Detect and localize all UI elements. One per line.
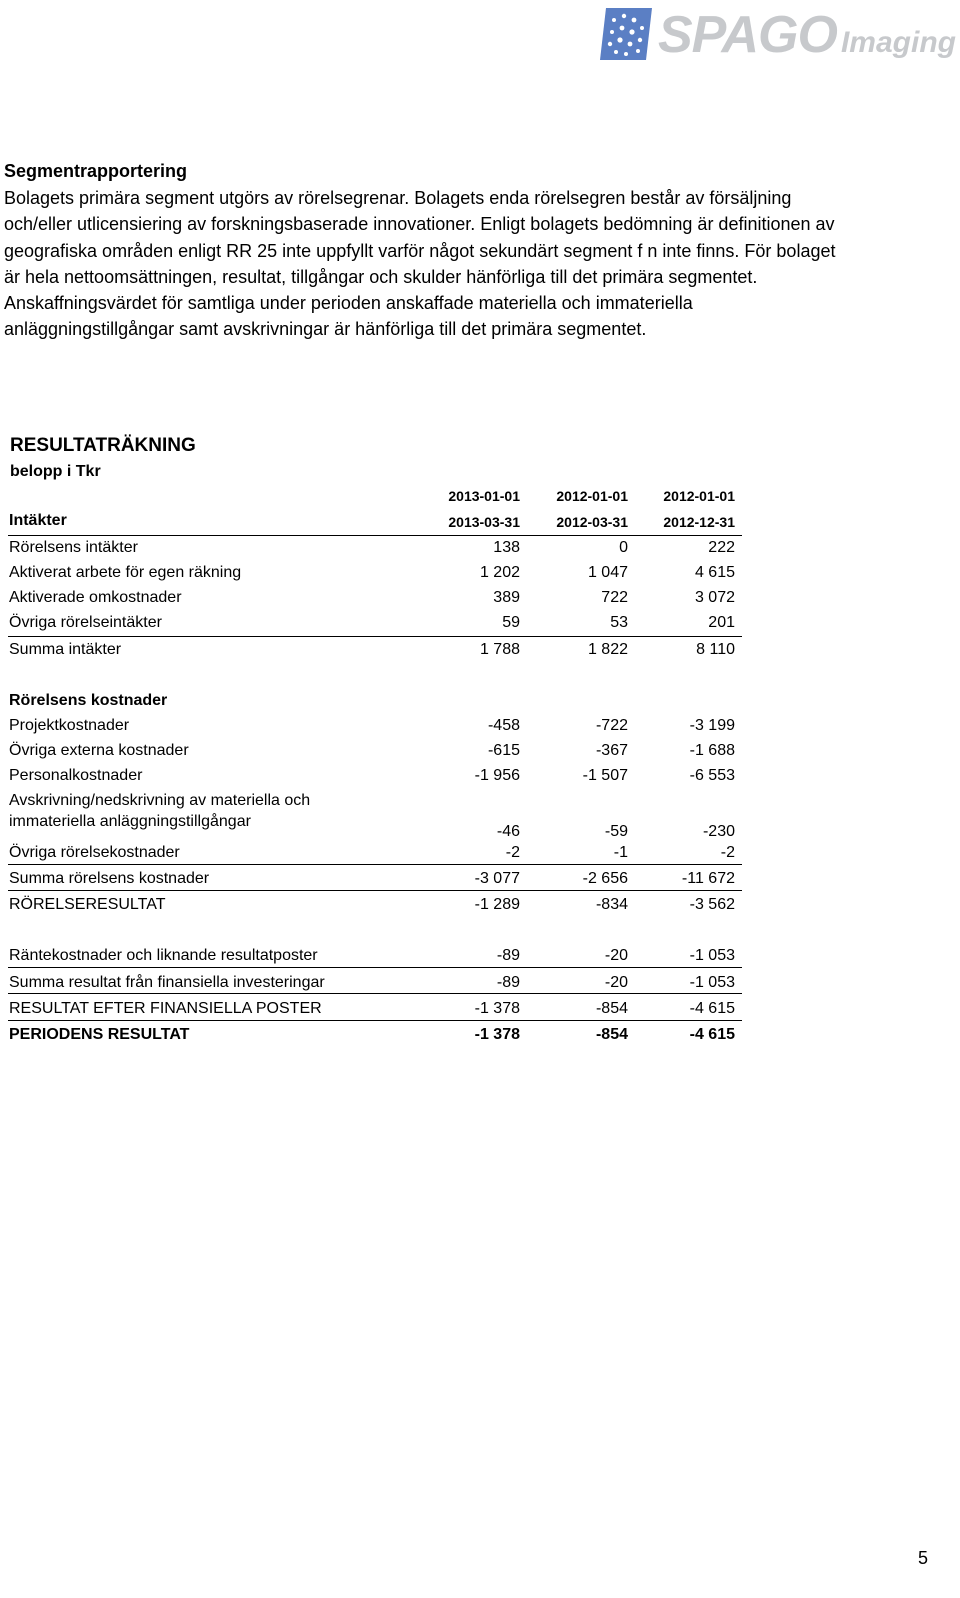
row-label: Rörelsens intäkter xyxy=(9,539,138,556)
table-divider xyxy=(8,636,742,637)
row-value: -1 378 xyxy=(474,1000,520,1017)
table-row xyxy=(8,608,742,632)
period-to: 2012-12-31 xyxy=(663,514,735,530)
row-label: immateriella anläggningstillgångar xyxy=(9,813,251,830)
table-divider xyxy=(8,890,742,891)
period-from: 2013-01-01 xyxy=(448,488,520,504)
row-value: -2 xyxy=(505,844,520,861)
row-value: -230 xyxy=(702,823,735,840)
table-row-total xyxy=(8,994,742,1018)
row-value: -20 xyxy=(604,974,628,991)
table-divider xyxy=(8,967,742,968)
row-value: -3 077 xyxy=(474,870,520,887)
row-label: Summa rörelsens kostnader xyxy=(9,870,210,887)
intakter-label: Intäkter xyxy=(9,512,67,529)
income-statement-unit: belopp i Tkr xyxy=(10,463,101,480)
table-divider xyxy=(8,993,742,994)
row-value: -89 xyxy=(496,947,520,964)
row-value: 0 xyxy=(619,539,628,556)
row-value: 1 047 xyxy=(587,564,628,581)
table-divider xyxy=(8,535,742,536)
table-row-total xyxy=(8,968,742,992)
segment-heading: Segmentrapportering xyxy=(4,161,188,181)
row-value: -458 xyxy=(487,717,520,734)
income-statement-title: RESULTATRÄKNING xyxy=(10,435,196,456)
row-value: 59 xyxy=(502,614,520,631)
table-divider xyxy=(8,864,742,865)
row-value: -2 xyxy=(720,844,735,861)
table-row xyxy=(8,711,742,735)
section-heading-row xyxy=(8,686,742,710)
costs-heading: Rörelsens kostnader xyxy=(9,692,168,709)
row-value: -834 xyxy=(595,896,628,913)
row-value: -1 378 xyxy=(474,1026,520,1043)
row-value: 53 xyxy=(610,614,628,631)
row-value: -4 615 xyxy=(689,1026,735,1043)
row-label: Övriga rörelsekostnader xyxy=(9,844,180,861)
row-value: 722 xyxy=(601,589,628,606)
row-value: -367 xyxy=(595,742,628,759)
row-value: -1 507 xyxy=(582,767,628,784)
row-value: -4 615 xyxy=(689,1000,735,1017)
row-value: -1 688 xyxy=(689,742,735,759)
row-value: -1 053 xyxy=(689,947,735,964)
row-value: 222 xyxy=(708,539,735,556)
table-row xyxy=(8,761,742,785)
row-label: RESULTAT EFTER FINANSIELLA POSTER xyxy=(9,1000,322,1017)
row-value: 201 xyxy=(708,614,735,631)
table-row-total xyxy=(8,890,742,914)
period-to-row xyxy=(8,506,742,530)
row-value: -1 289 xyxy=(474,896,520,913)
table-row xyxy=(8,558,742,582)
segment-line: Anskaffningsvärdet för samtliga under perioden anskaffade materiella och immateriella xyxy=(4,293,693,314)
table-row-total xyxy=(8,864,742,888)
segment-line: är hela nettoomsättningen, resultat, tillgångar och skulder hänförliga till det primära segmentet. xyxy=(4,266,758,287)
table-row-total xyxy=(8,635,742,659)
table-row-result xyxy=(8,1020,742,1044)
row-label: Aktiverat arbete för egen räkning xyxy=(9,564,242,581)
row-value: -1 xyxy=(613,844,628,861)
row-value: -46 xyxy=(496,823,520,840)
period-from: 2012-01-01 xyxy=(556,488,628,504)
row-value: 1 202 xyxy=(479,564,520,581)
row-label: Personalkostnader xyxy=(9,767,143,784)
row-label: Avskrivning/nedskrivning av materiella och xyxy=(9,792,311,809)
row-value: -6 553 xyxy=(689,767,735,784)
row-value: 138 xyxy=(493,539,520,556)
row-value: -89 xyxy=(496,974,520,991)
row-value: -3 199 xyxy=(689,717,735,734)
row-label: Summa intäkter xyxy=(9,641,122,658)
row-label: Räntekostnader och liknande resultatposter xyxy=(9,947,318,964)
spago-imaging-logo xyxy=(598,4,958,66)
row-value: -854 xyxy=(595,1000,628,1017)
table-row xyxy=(8,838,742,862)
row-label: Summa resultat från finansiella investeringar xyxy=(9,974,325,991)
row-value: 1 822 xyxy=(587,641,628,658)
row-value: -1 053 xyxy=(689,974,735,991)
row-value: -59 xyxy=(604,823,628,840)
row-value: -20 xyxy=(604,947,628,964)
row-value: 389 xyxy=(493,589,520,606)
period-from-row xyxy=(8,480,742,504)
row-label: Övriga externa kostnader xyxy=(9,742,189,759)
row-value: -1 956 xyxy=(474,767,520,784)
segment-line: anläggningstillgångar samt avskrivningar är hänförliga till det primära segmentet. xyxy=(4,319,647,340)
period-to: 2012-03-31 xyxy=(556,514,628,530)
segment-paragraph xyxy=(4,185,954,343)
row-value: -854 xyxy=(595,1026,628,1043)
page-number: 5 xyxy=(918,1548,929,1568)
row-value: -3 562 xyxy=(689,896,735,913)
row-value: -2 656 xyxy=(582,870,628,887)
logo-text-imaging: Imaging xyxy=(840,26,956,59)
row-label: Övriga rörelseintäkter xyxy=(9,614,162,631)
period-to: 2013-03-31 xyxy=(448,514,520,530)
row-label: PERIODENS RESULTAT xyxy=(9,1026,190,1043)
table-row xyxy=(8,736,742,760)
row-value: -615 xyxy=(487,742,520,759)
row-label: RÖRELSERESULTAT xyxy=(9,896,166,913)
row-value: 1 788 xyxy=(479,641,520,658)
row-value: -722 xyxy=(595,717,628,734)
row-value: 4 615 xyxy=(694,564,735,581)
logo-mark-icon xyxy=(598,6,654,62)
table-divider xyxy=(8,1020,742,1021)
row-value: 3 072 xyxy=(694,589,735,606)
logo-wordmark xyxy=(658,4,956,74)
row-label: Aktiverade omkostnader xyxy=(9,589,182,606)
segment-line: Bolagets primära segment utgörs av rörelsegrenar. Bolagets enda rörelsegren består av försäljning xyxy=(4,188,792,208)
segment-line: och/eller utlicensiering av forskningsbaserade innovationer. Enligt bolagets bedömning är definitionen av xyxy=(4,214,835,235)
row-label: Projektkostnader xyxy=(9,717,130,734)
table-row xyxy=(8,941,742,965)
segment-line: geografiska områden enligt RR 25 inte uppfyllt varför något sekundärt segment f n inte finns. För bolaget xyxy=(4,240,836,261)
row-value: 8 110 xyxy=(696,641,735,658)
row-value: -11 672 xyxy=(681,870,735,887)
table-row xyxy=(8,583,742,607)
logo-text-spago: SPAGO xyxy=(658,6,837,64)
table-row xyxy=(8,533,742,557)
period-from: 2012-01-01 xyxy=(663,488,735,504)
